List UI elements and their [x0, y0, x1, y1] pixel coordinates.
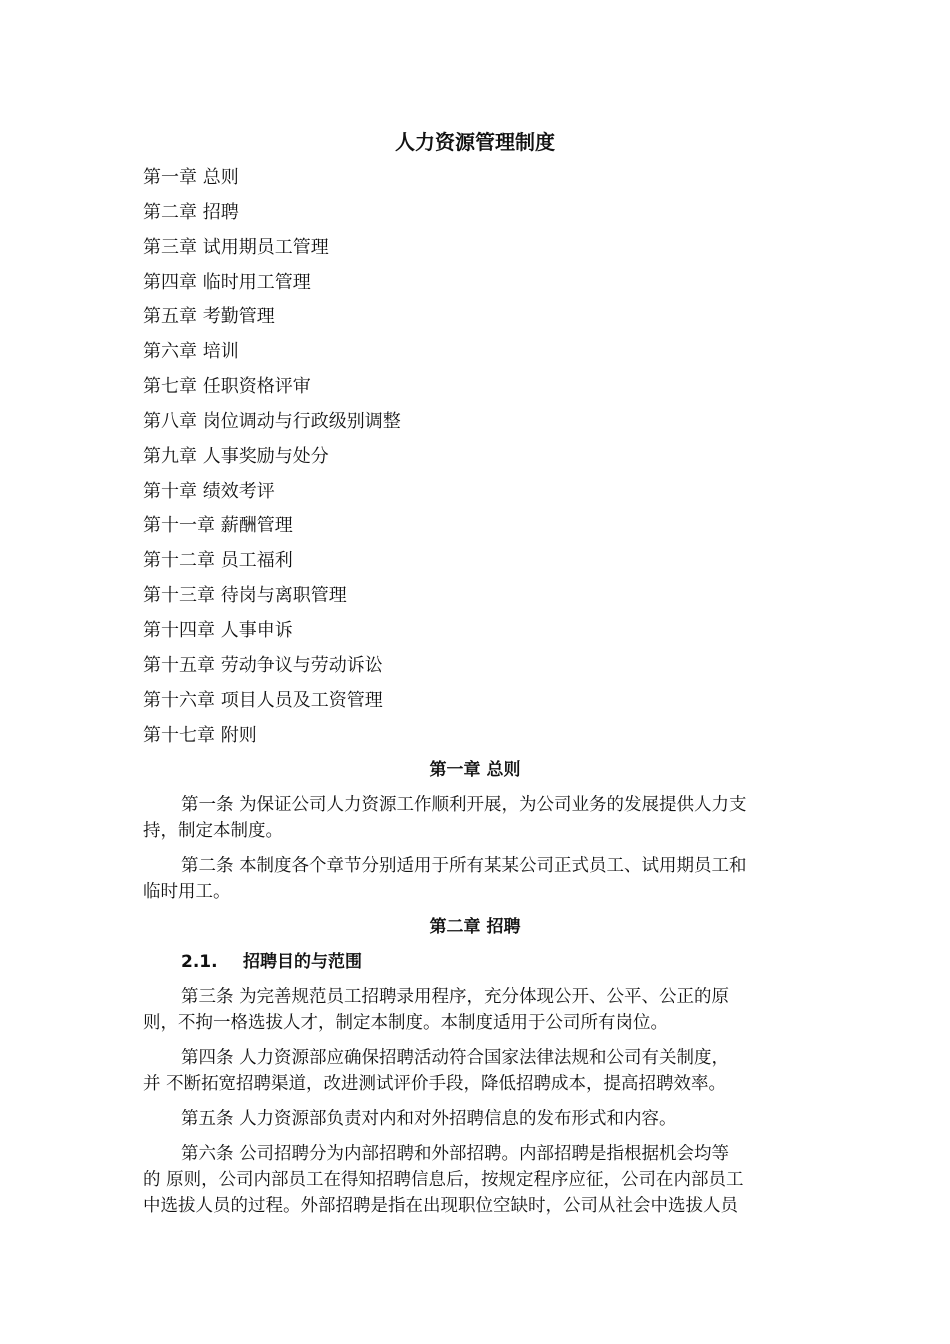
paragraph-line: 的 原则，公司内部员工在得知招聘信息后，按规定程序应征，公司在内部员工: [143, 1170, 744, 1190]
toc-item: 第四章 临时用工管理: [143, 271, 311, 293]
toc-item: 第十五章 劳动争议与劳动诉讼: [143, 654, 383, 676]
toc-item: 第六章 培训: [143, 341, 239, 363]
toc-item: 第十章 绩效考评: [143, 480, 275, 502]
chapter-heading: 第一章 总则: [429, 760, 521, 780]
document-body: [143, 757, 807, 1228]
toc-item: 第二章 招聘: [143, 201, 239, 223]
toc-item: 第五章 考勤管理: [143, 306, 275, 328]
article-paragraph: [143, 792, 807, 844]
paragraph-line: 第二条 本制度各个章节分别适用于所有某某公司正式员工、试用期员工和: [181, 856, 747, 876]
toc-item: 第十一章 薪酬管理: [143, 515, 293, 537]
toc-item: 第七章 任职资格评审: [143, 376, 311, 398]
toc-item: 第十六章 项目人员及工资管理: [143, 689, 383, 711]
toc-item: 第十四章 人事申诉: [143, 619, 293, 641]
article-paragraph: [143, 853, 807, 905]
paragraph-line: 第四条 人力资源部应确保招聘活动符合国家法律法规和公司有关制度，: [181, 1048, 730, 1068]
paragraph-line: 第六条 公司招聘分为内部招聘和外部招聘。内部招聘是指根据机会均等: [181, 1144, 730, 1164]
section-heading: [143, 949, 807, 975]
table-of-contents: [143, 165, 401, 757]
toc-item: 第十二章 员工福利: [143, 550, 293, 572]
toc-item: 第八章 岗位调动与行政级别调整: [143, 410, 401, 432]
paragraph-line: 第五条 人力资源部负责对内和对外招聘信息的发布形式和内容。: [181, 1109, 677, 1129]
paragraph-line: 第三条 为完善规范员工招聘录用程序，充分体现公开、公平、公正的原: [181, 987, 730, 1007]
section-number: 2.1.: [181, 952, 218, 972]
toc-item: 第十三章 待岗与离职管理: [143, 585, 347, 607]
toc-item: 第九章 人事奖励与处分: [143, 445, 329, 467]
paragraph-line: 则，不拘一格选拔人才，制定本制度。本制度适用于公司所有岗位。: [143, 1013, 668, 1033]
article-paragraph: [143, 1141, 807, 1219]
article-paragraph: [143, 984, 807, 1036]
toc-item: 第一章 总则: [143, 167, 239, 188]
toc-item: 第十七章 附则: [143, 724, 257, 746]
chapter-heading: 第二章 招聘: [429, 917, 521, 937]
paragraph-line: 中选拔人员的过程。外部招聘是指在出现职位空缺时，公司从社会中选拔人员: [143, 1196, 738, 1216]
article-paragraph: [143, 1045, 807, 1097]
paragraph-line: 并 不断拓宽招聘渠道，改进测试评价手段，降低招聘成本，提高招聘效率。: [143, 1074, 727, 1094]
document-title: 人力资源管理制度: [395, 130, 555, 154]
paragraph-line: 临时用工。: [143, 882, 231, 902]
paragraph-line: 持，制定本制度。: [143, 821, 283, 841]
section-title: 招聘目的与范围: [243, 952, 362, 972]
article-paragraph: [143, 1106, 807, 1132]
toc-item: 第三章 试用期员工管理: [143, 236, 329, 258]
paragraph-line: 第一条 为保证公司人力资源工作顺利开展，为公司业务的发展提供人力支: [181, 795, 747, 815]
